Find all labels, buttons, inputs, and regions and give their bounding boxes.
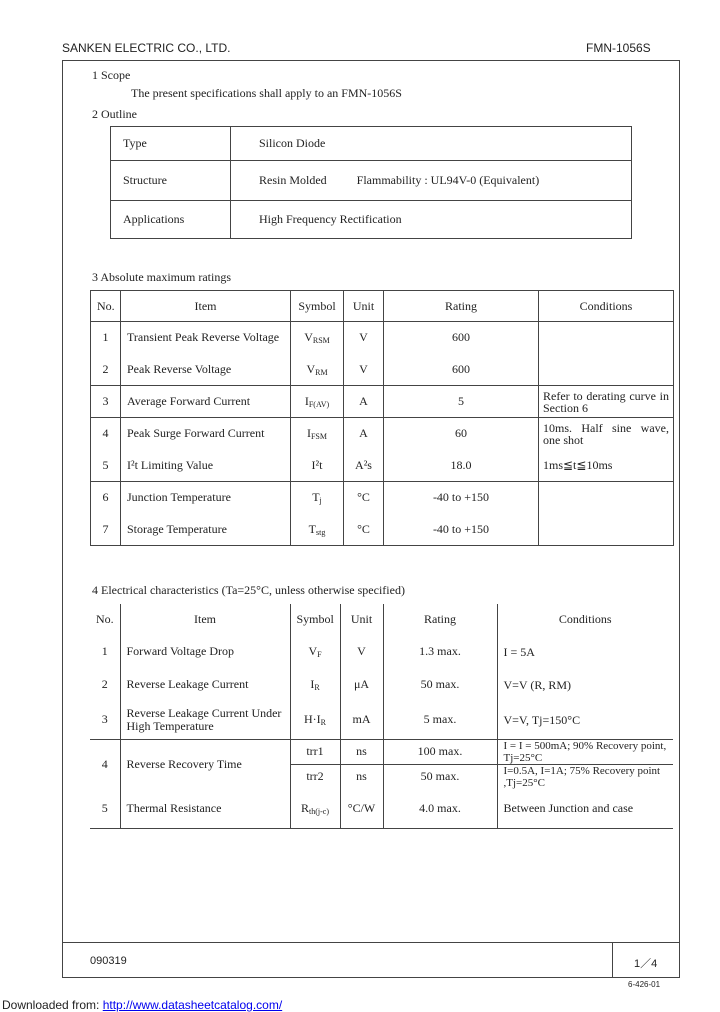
- footer-col-divider: [612, 942, 613, 978]
- doc-date: 090319: [90, 955, 127, 967]
- row-item: Reverse Recovery Time: [120, 739, 290, 789]
- row-rating: 5 max.: [383, 701, 497, 739]
- elec-heading: 4 Electrical characteristics (Ta=25°C, unless otherwise specified): [92, 583, 405, 597]
- table-row: [91, 322, 674, 354]
- row-unit: °C: [344, 514, 384, 546]
- row-item: Peak Reverse Voltage: [121, 354, 291, 386]
- column-header: Item: [120, 604, 290, 635]
- row-rating: 50 max.: [383, 764, 497, 789]
- row-unit: °C/W: [340, 789, 383, 829]
- row-conditions: Refer to derating curve in Section 6: [539, 386, 674, 418]
- row-unit: A: [344, 386, 384, 418]
- table-row: [91, 514, 674, 546]
- row-no: 4: [101, 756, 108, 771]
- row-conditions: I=0.5A, I=1A; 75% Recovery point ,Tj=25°C: [497, 764, 673, 789]
- row-rating: 60: [384, 418, 539, 450]
- row-no: 1: [101, 644, 108, 658]
- row-conditions: V=V, Tj=150°C: [497, 701, 673, 739]
- column-header: Symbol: [290, 604, 340, 635]
- row-unit: ns: [340, 739, 383, 764]
- row-item: Junction Temperature: [121, 482, 291, 514]
- symbol: I: [304, 394, 309, 408]
- download-link[interactable]: http://www.datasheetcatalog.com/: [102, 998, 283, 1012]
- row-unit: mA: [340, 701, 383, 739]
- row-conditions: [539, 482, 674, 514]
- row-conditions: 1ms≦t≦10ms: [539, 450, 674, 482]
- table-row: [91, 386, 674, 418]
- symbol: V: [304, 330, 313, 345]
- symbol-subscript: RSM: [312, 336, 330, 346]
- row-conditions: [539, 322, 674, 354]
- row-rating: 5: [384, 386, 539, 418]
- row-rating: -40 to +150: [384, 482, 539, 514]
- row-conditions: [539, 354, 674, 386]
- column-header: No.: [97, 298, 115, 313]
- column-header: Unit: [340, 604, 383, 635]
- row-rating: 1.3 max.: [383, 635, 497, 668]
- row-no: 4: [102, 426, 109, 441]
- symbol-subscript: stg: [316, 527, 326, 537]
- column-header: Rating: [383, 604, 497, 635]
- absmax-heading: 3 Absolute maximum ratings: [92, 270, 231, 284]
- row-conditions: I = 5A: [497, 635, 673, 668]
- row-no: 6: [102, 490, 109, 505]
- row-rating: -40 to +150: [384, 514, 539, 546]
- page-number: 1／4: [634, 958, 658, 970]
- row-rating: 100 max.: [383, 739, 497, 764]
- outline-label: Structure: [111, 161, 231, 201]
- absmax-table: [90, 290, 674, 546]
- table-row: [91, 418, 674, 450]
- row-no: 2: [101, 677, 108, 691]
- column-header: Symbol: [291, 291, 344, 322]
- symbol: trr2: [290, 764, 340, 789]
- row-rating: 50 max.: [383, 668, 497, 701]
- row-no: 2: [102, 361, 109, 376]
- row-unit: V: [344, 354, 384, 386]
- row-conditions: 10ms. Half sine wave, one shot: [539, 418, 674, 450]
- symbol: V: [308, 644, 318, 658]
- row-unit: A: [344, 418, 384, 450]
- outline-value: Resin Molded: [259, 173, 327, 187]
- symbol: trr1: [290, 739, 340, 764]
- table-row: [91, 450, 674, 482]
- scope-text: The present specifications shall apply to an FMN-1056S: [131, 86, 402, 100]
- header-row: [91, 291, 674, 322]
- row-rating: 18.0: [384, 450, 539, 482]
- column-header: Conditions: [497, 604, 673, 635]
- table-row: [90, 789, 673, 829]
- table-row: [90, 739, 673, 764]
- outline-value: Silicon Diode: [259, 136, 326, 150]
- column-header: Conditions: [539, 291, 674, 322]
- row-no: 1: [102, 330, 109, 345]
- row-item: Transient Peak Reverse Voltage: [121, 322, 291, 354]
- table-row: [90, 635, 673, 668]
- row-rating: 4.0 max.: [383, 789, 497, 829]
- table-row: [91, 354, 674, 386]
- symbol-subscript: FSM: [310, 432, 327, 442]
- part-number: FMN-1056S: [586, 41, 651, 55]
- row-unit: A²s: [344, 450, 384, 482]
- symbol: R: [300, 800, 309, 815]
- row-rating: 600: [384, 354, 539, 386]
- row-unit: V: [344, 322, 384, 354]
- symbol: V: [306, 361, 316, 376]
- row-rating: 600: [384, 322, 539, 354]
- symbol: I: [310, 677, 315, 691]
- row-unit: ns: [340, 764, 383, 789]
- symbol-subscript: R: [314, 683, 320, 692]
- column-header: No.: [96, 612, 114, 626]
- column-header: Unit: [344, 291, 384, 322]
- row-conditions: V=V (R, RM): [497, 668, 673, 701]
- scope-heading: 1 Scope: [92, 68, 131, 82]
- row-unit: °C: [344, 482, 384, 514]
- row-item: Storage Temperature: [121, 514, 291, 546]
- symbol: T: [312, 490, 320, 505]
- symbol-subscript: RM: [315, 367, 328, 377]
- row-item: I²t Limiting Value: [121, 450, 291, 482]
- elec-table: [90, 604, 673, 829]
- row-unit: V: [340, 635, 383, 668]
- doc-code: 6-426-01: [628, 980, 661, 989]
- footer-divider: [62, 942, 680, 943]
- table-row: [91, 482, 674, 514]
- row-unit: μA: [340, 668, 383, 701]
- row-item: Forward Voltage Drop: [120, 635, 290, 668]
- outline-value: High Frequency Rectification: [259, 212, 402, 226]
- symbol: I: [306, 426, 311, 441]
- symbol-subscript: F: [317, 650, 322, 659]
- company-name: SANKEN ELECTRIC CO., LTD.: [62, 41, 231, 55]
- row-no: 5: [102, 457, 109, 472]
- row-item: Average Forward Current: [121, 386, 291, 418]
- column-header: Rating: [384, 291, 539, 322]
- outline-heading: 2 Outline: [92, 107, 137, 121]
- row-item: Reverse Leakage Current: [120, 668, 290, 701]
- row-no: 7: [102, 521, 109, 536]
- outline-label: Applications: [111, 201, 231, 239]
- symbol-subscript: R: [320, 718, 326, 728]
- outline-label: Type: [111, 127, 231, 161]
- row-no: 3: [101, 712, 108, 727]
- table-row: [90, 668, 673, 701]
- table-row: [90, 701, 673, 739]
- symbol: T: [308, 521, 316, 536]
- symbol: I²t: [311, 457, 323, 472]
- row-item: Reverse Leakage Current Under High Temperature: [120, 701, 290, 739]
- download-label: Downloaded from:: [2, 998, 103, 1012]
- row-conditions: Between Junction and case: [497, 789, 673, 829]
- symbol-subscript: j: [319, 496, 322, 506]
- column-header: Item: [121, 291, 291, 322]
- symbol: H·I: [303, 712, 321, 727]
- symbol-subscript: F(AV): [308, 400, 330, 409]
- row-conditions: I = I = 500mA; 90% Recovery point, Tj=25°C: [497, 739, 673, 764]
- row-conditions: [539, 514, 674, 546]
- row-item: Peak Surge Forward Current: [121, 418, 291, 450]
- symbol-subscript: th(j-c): [309, 806, 329, 816]
- header-row: [90, 604, 673, 635]
- row-no: 3: [102, 394, 109, 408]
- outline-extra: Flammability : UL94V-0 (Equivalent): [356, 173, 540, 187]
- outline-table: [110, 126, 632, 239]
- row-no: 5: [101, 800, 108, 815]
- row-item: Thermal Resistance: [120, 789, 290, 829]
